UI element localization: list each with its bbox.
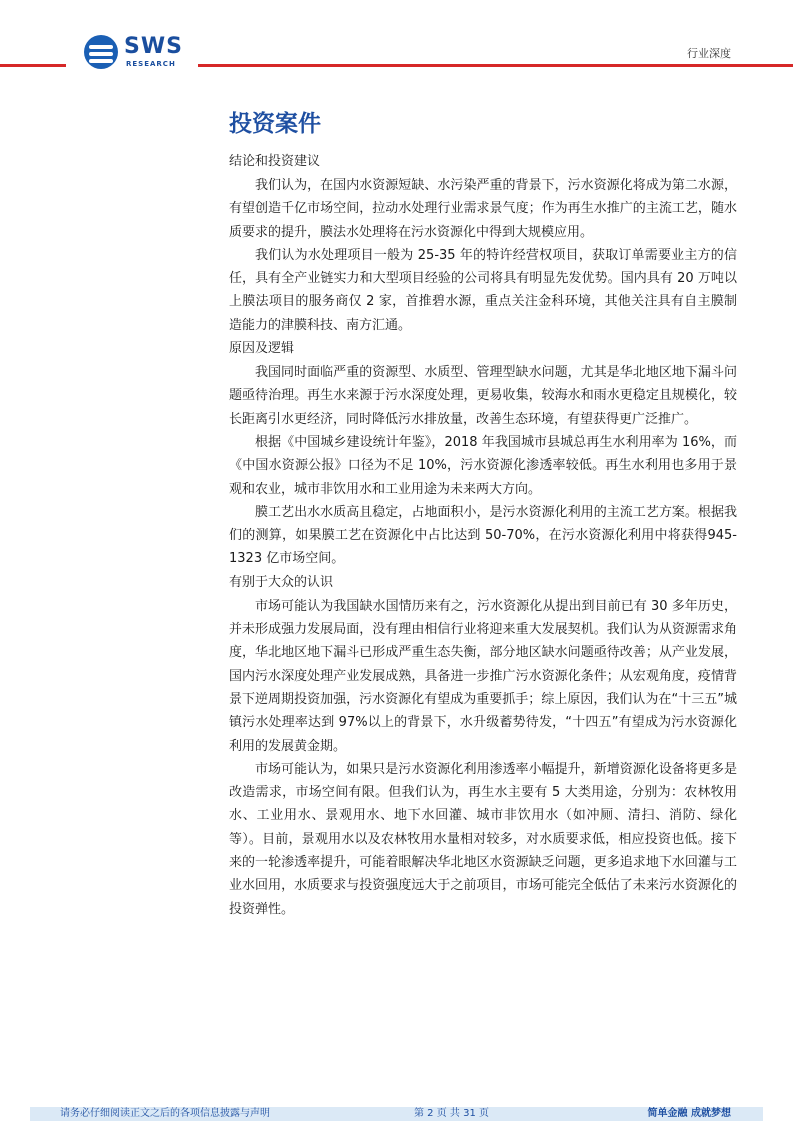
paragraph: 根据《中国城乡建设统计年鉴》，2018 年我国城市县城总再生水利用率为 16%，而《中国水资源公报》口径为不足 10%，污水资源化渗透率较低。再生水利用也多用于景观和农业，城市非饮用水和工业用途为未来两大方向。 [229,434,737,497]
logo-subtext: RESEARCH [126,60,176,68]
main-content [229,108,737,921]
page-footer [30,1107,763,1121]
section-heading: 结论和投资建议 [229,154,321,169]
footer-slogan: 简单金融 成就梦想 [647,1108,731,1119]
paragraph: 膜工艺出水水质高且稳定，占地面积小，是污水资源化利用的主流工艺方案。根据我们的测算，如果膜工艺在资源化中占比达到 50-70%，在污水资源化利用中将获得945-1323 亿市场空间。 [229,504,737,567]
section-heading: 原因及逻辑 [229,341,295,357]
paragraph: 市场可能认为我国缺水国情历来有之，污水资源化从提出到目前已有 30 多年历史，并未形成强力发展局面，没有理由相信行业将迎来重大发展契机。我们认为从资源需求角度，华北地区地下漏斗已形成严重生态失衡，部分地区缺水问题亟待改善；从产业发展，国内污水深度处理产业发展成熟，具备进一步推广污水资源化条件；从宏观角度，疫情背景下逆周期投资加强，污水资源化有望成为重要抓手；综上原因，我们认为在“十三五”城镇污水处理率达到 97%以上的背景下，水升级蓄势待发，“十四五”有望成为污水资源化利用的发展黄金期。 [229,598,737,754]
paragraph: 市场可能认为，如果只是污水资源化利用渗透率小幅提升，新增资源化设备将更多是改造需求，市场空间有限。但我们认为，再生水主要有 5 大类用途，分别为：农林牧用水、工业用水、景观用水、地下水回灌、城市非饮用水（如冲厕、清扫、消防、绿化等）。目前，景观用水以及农林牧用水量相对较多，对水质要求低，相应投资也低。接下来的一轮渗透率提升，可能着眼解决华北地区水资源缺乏问题，更多追求地下水回灌与工业水回用，水质要求与投资强度远大于之前项目，市场可能完全低估了未来污水资源化的投资弹性。 [229,761,737,917]
section-differentiated-view [229,571,737,921]
header-rule-left [0,64,66,67]
section-logic [229,337,737,571]
page-title: 投资案件 [229,111,321,137]
page-number: 第 2 页 共 31 页 [414,1108,489,1119]
section-heading: 有别于大众的认识 [229,574,334,590]
paragraph: 我们认为水处理项目一般为 25-35 年的特许经营权项目，获取订单需要业主方的信任，具有全产业链实力和大型项目经验的公司将具有明显先发优势。国内具有 20 万吨以上膜法项目的服务商仅 2 家，首推碧水源，重点关注金科环境，其他关注具有自主膜制造能力的津膜科技、南方汇通。 [229,247,737,333]
report-category: 行业深度 [687,47,731,60]
paragraph: 我们认为，在国内水资源短缺、水污染严重的背景下，污水资源化将成为第二水源，有望创造千亿市场空间，拉动水处理行业需求景气度；作为再生水推广的主流工艺，随水质要求的提升，膜法水处理将在污水资源化中得到大规模应用。 [229,178,737,240]
footer-disclaimer: 请务必仔细阅读正文之后的各项信息披露与声明 [60,1108,270,1119]
sws-logo-icon [84,35,118,69]
header-rule-right [198,64,793,67]
paragraph: 我国同时面临严重的资源型、水质型、管理型缺水问题，尤其是华北地区地下漏斗问题亟待治理。再生水来源于污水深度处理，更易收集，较海水和雨水更稳定且规模化，较长距离引水更经济，同时降低污水排放量，改善生态环境，有望获得更广泛推广。 [229,365,737,427]
logo-text: SWS [124,34,183,59]
section-conclusion [229,150,737,337]
sws-logo [84,33,194,73]
